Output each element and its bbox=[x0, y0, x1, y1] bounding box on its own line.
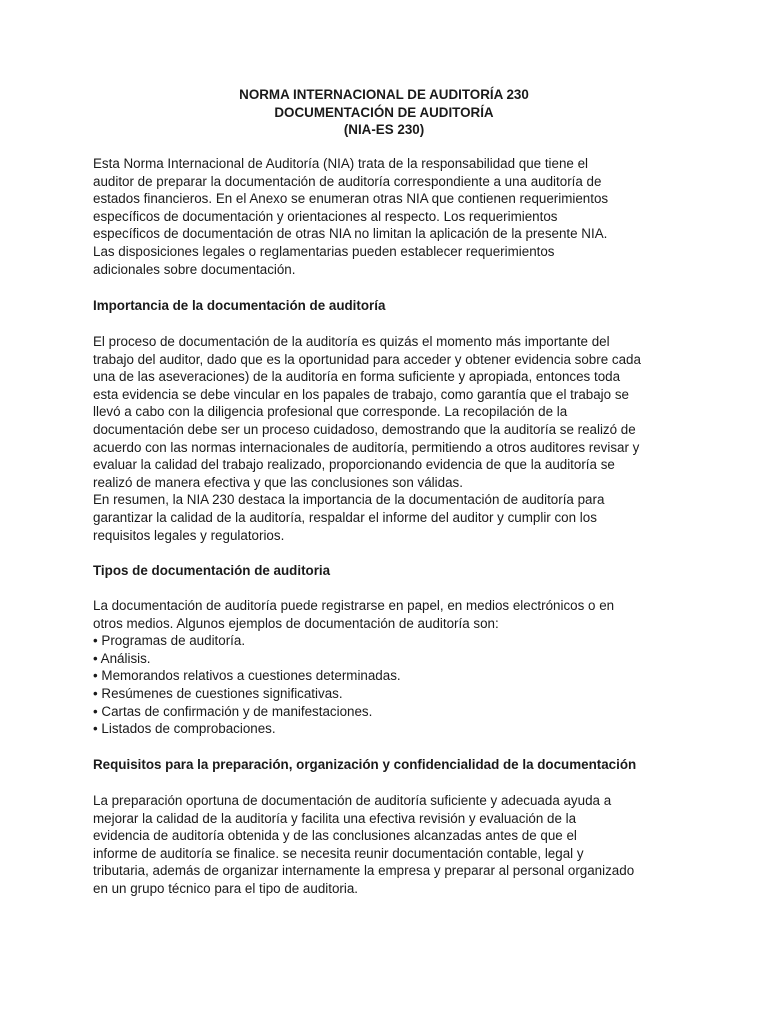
title-line-1: NORMA INTERNACIONAL DE AUDITORÍA 230 bbox=[239, 87, 529, 102]
paragraph-line: evaluar la calidad del trabajo realizado, proporcionando evidencia de que la auditoría se bbox=[93, 457, 615, 473]
list-item: • Programas de auditoría. bbox=[93, 633, 246, 649]
paragraph-line: acuerdo con las normas internacionales de auditoría, permitiendo a otros auditores revisar y bbox=[93, 439, 640, 455]
list-item: • Listados de comprobaciones. bbox=[93, 721, 276, 737]
section-heading-importancia: Importancia de la documentación de auditoría bbox=[93, 298, 386, 313]
paragraph-line: El proceso de documentación de la auditoría es quizás el momento más importante del bbox=[93, 334, 610, 349]
section-paragraph-tipos bbox=[93, 597, 693, 738]
intro-line: Las disposiciones legales o reglamentarias pueden establecer requerimientos bbox=[93, 243, 555, 259]
paragraph-line: en un grupo técnico para el tipo de auditoria. bbox=[93, 880, 359, 896]
intro-line: auditor de preparar la documentación de auditoría correspondiente a una auditoría de bbox=[93, 173, 602, 189]
section-paragraph-importancia bbox=[93, 333, 693, 544]
paragraph-line: realizó de manera efectiva y que las conclusiones son válidas. bbox=[93, 474, 463, 490]
list-item: • Cartas de confirmación y de manifestaciones. bbox=[93, 703, 373, 719]
paragraph-line: garantizar la calidad de la auditoría, respaldar el informe del auditor y cumplir con los bbox=[93, 509, 597, 525]
section-paragraph-requisitos bbox=[93, 792, 693, 898]
paragraph-line: tributaria, además de organizar internamente la empresa y preparar al personal organizado bbox=[93, 863, 635, 879]
intro-line: estados financieros. En el Anexo se enumeran otras NIA que contienen requerimientos bbox=[93, 191, 609, 207]
paragraph-line: mejorar la calidad de la auditoría y facilita una efectiva revisión y evaluación de la bbox=[93, 810, 577, 826]
intro-line: Esta Norma Internacional de Auditoría (NIA) trata de la responsabilidad que tiene el bbox=[93, 156, 588, 171]
paragraph-line: documentación debe ser un proceso cuidadoso, demostrando que la auditoría se realizó de bbox=[93, 421, 636, 437]
paragraph-line: La preparación oportuna de documentación de auditoría suficiente y adecuada ayuda a bbox=[93, 793, 612, 808]
list-item: • Análisis. bbox=[93, 650, 151, 666]
paragraph-line: llevó a cabo con la diligencia profesional que corresponde. La recopilación de la bbox=[93, 404, 568, 420]
paragraph-line: La documentación de auditoría puede registrarse en papel, en medios electrónicos o en bbox=[93, 598, 615, 613]
paragraph-line: trabajo del auditor, dado que es la oportunidad para acceder y obtener evidencia sobre cada bbox=[93, 351, 641, 367]
list-item: • Memorandos relativos a cuestiones determinadas. bbox=[93, 668, 401, 684]
paragraph-line: informe de auditoría se finalice. se necesita reunir documentación contable, legal y bbox=[93, 845, 584, 861]
paragraph-line: esta evidencia se debe vincular en los papales de trabajo, como garantía que el trabajo se bbox=[93, 386, 629, 402]
paragraph-line: evidencia de auditoría obtenida y de las conclusiones alcanzadas antes de que el bbox=[93, 828, 577, 844]
list-item: • Resúmenes de cuestiones significativas. bbox=[93, 685, 343, 701]
section-heading-requisitos: Requisitos para la preparación, organización y confidencialidad de la documentación bbox=[93, 757, 637, 772]
intro-line: adicionales sobre documentación. bbox=[93, 261, 296, 277]
intro-line: específicos de documentación de otras NIA no limitan la aplicación de la presente NIA. bbox=[93, 226, 608, 242]
paragraph-line: otros medios. Algunos ejemplos de documentación de auditoría son: bbox=[93, 615, 499, 631]
intro-paragraph bbox=[93, 155, 693, 278]
paragraph-line: una de las aseveraciones) de la auditoría en forma suficiente y apropiada, entonces toda bbox=[93, 369, 621, 385]
document-title bbox=[0, 86, 768, 139]
section-heading-tipos: Tipos de documentación de auditoria bbox=[93, 563, 331, 578]
intro-line: específicos de documentación y orientaciones al respecto. Los requerimientos bbox=[93, 208, 558, 224]
title-line-3: (NIA-ES 230) bbox=[343, 122, 425, 138]
paragraph-line: En resumen, la NIA 230 destaca la importancia de la documentación de auditoría para bbox=[93, 492, 605, 508]
paragraph-line: requisitos legales y regulatorios. bbox=[93, 527, 285, 543]
title-line-2: DOCUMENTACIÓN DE AUDITORÍA bbox=[274, 104, 494, 120]
